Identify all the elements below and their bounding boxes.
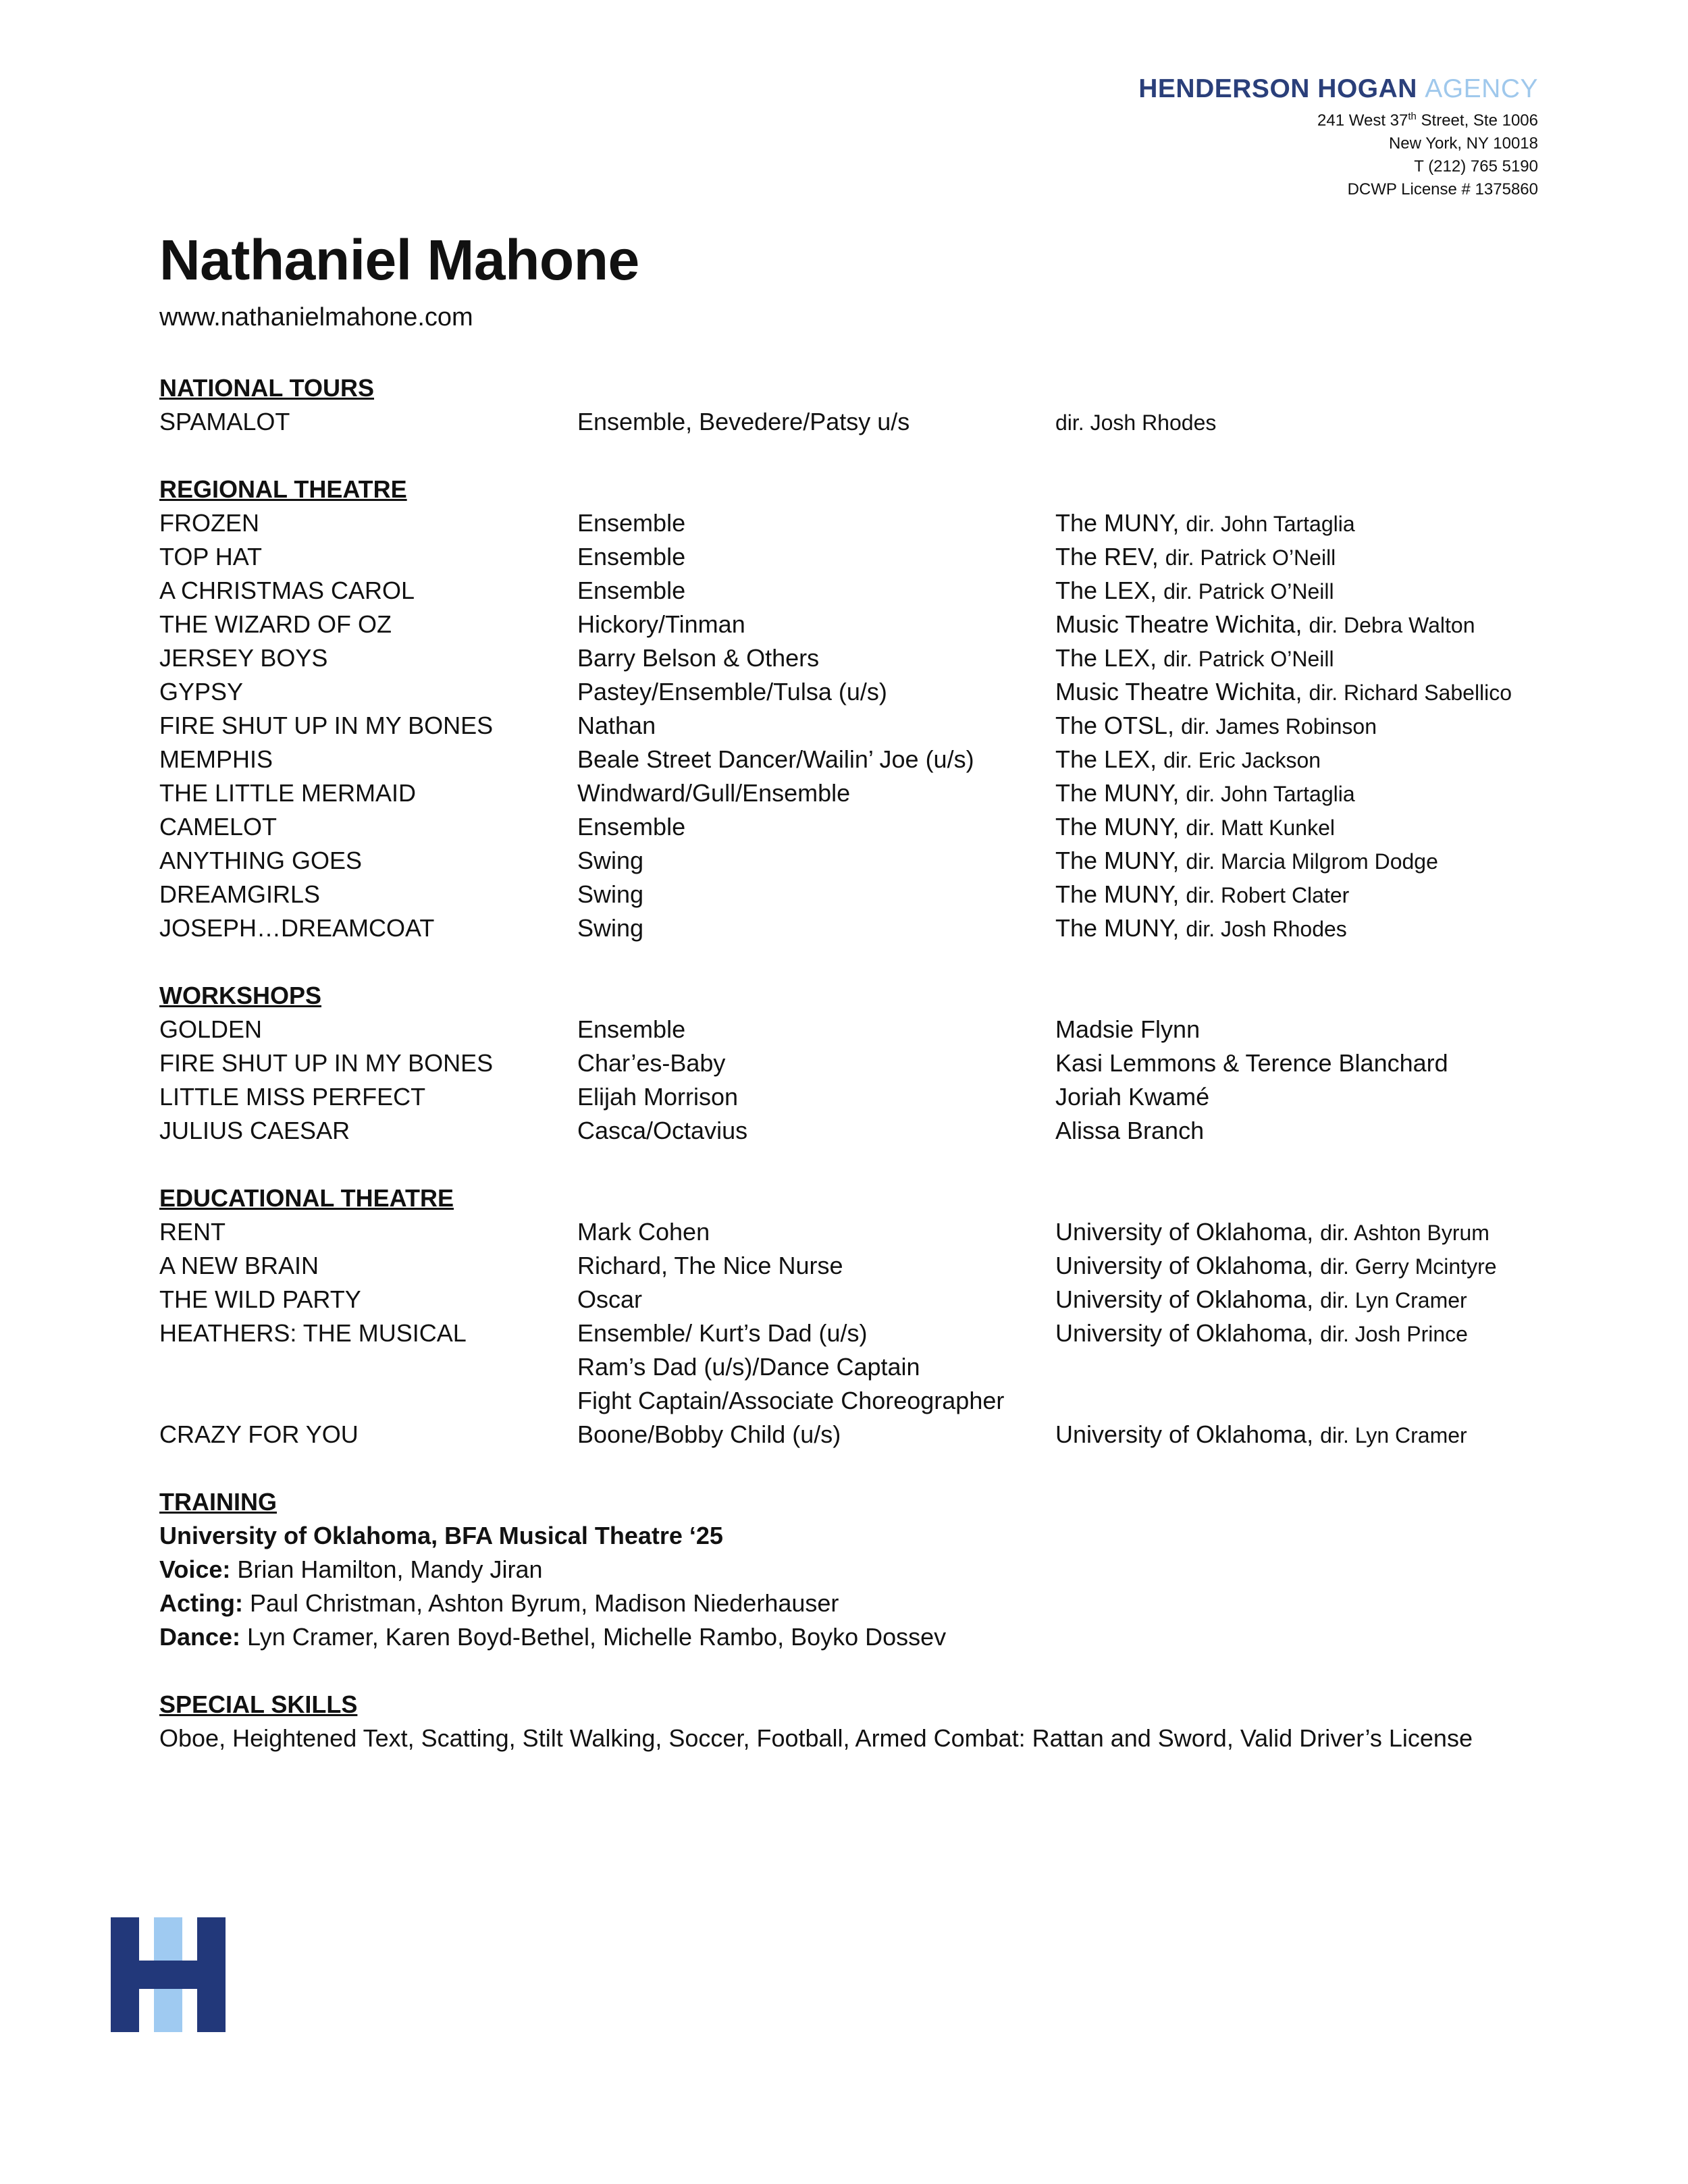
credit-row: [159, 1080, 1577, 1114]
credit-venue-director: [1055, 641, 1334, 676]
credit-venue-director: [1055, 1013, 1200, 1047]
credit-role: Nathan: [577, 712, 656, 739]
credit-venue-director: [1055, 540, 1336, 575]
credit-show: ANYTHING GOES: [159, 847, 363, 874]
credit-venue-director: [1055, 405, 1216, 440]
training-dance-label: Dance:: [159, 1623, 241, 1651]
credit-show: MEMPHIS: [159, 745, 273, 773]
training-dance-teachers: Lyn Cramer, Karen Boyd-Bethel, Michelle Rambo, Boyko Dossev: [240, 1623, 947, 1651]
credit-row: [159, 810, 1577, 844]
credit-show: JOSEPH…DREAMCOAT: [159, 914, 435, 942]
agency-address-sup: th: [1408, 111, 1417, 122]
credit-role: Oscar: [577, 1285, 643, 1313]
credit-venue: The LEX,: [1055, 577, 1157, 604]
credit-venue: The LEX,: [1055, 644, 1157, 672]
agency-address: [1138, 105, 1538, 132]
credit-show: TOP HAT: [159, 543, 263, 570]
credit-row: [159, 675, 1577, 709]
credit-director: dir. John Tartaglia: [1186, 782, 1355, 806]
credit-show: FIRE SHUT UP IN MY BONES: [159, 712, 494, 739]
credit-venue: Madsie Flynn: [1055, 1015, 1201, 1043]
credit-row: [159, 1215, 1577, 1249]
credit-role: Boone/Bobby Child (u/s): [577, 1420, 841, 1448]
credit-role: Ensemble/ Kurt’s Dad (u/s): [577, 1319, 868, 1347]
credit-director: dir. Josh Rhodes: [1055, 410, 1217, 435]
credit-row: [159, 776, 1577, 810]
credit-row: [159, 574, 1577, 608]
credit-venue: Kasi Lemmons & Terence Blanchard: [1055, 1049, 1448, 1077]
credit-venue: University of Oklahoma,: [1055, 1319, 1314, 1347]
credit-role: Ensemble: [577, 509, 686, 537]
credit-venue-director: [1055, 1215, 1489, 1250]
agency-logo-icon: [111, 1917, 226, 2032]
logo-right-bar: [197, 1917, 226, 2032]
credit-role: Ram’s Dad (u/s)/Dance Captain: [577, 1353, 920, 1381]
credit-role: Windward/Gull/Ensemble: [577, 779, 851, 807]
credit-director: dir. Marcia Milgrom Dodge: [1186, 849, 1438, 874]
section-title: WORKSHOPS: [159, 982, 322, 1009]
credit-role: Beale Street Dancer/Wailin’ Joe (u/s): [577, 745, 974, 773]
credit-role: Swing: [577, 847, 644, 874]
credit-show: RENT: [159, 1218, 226, 1246]
credit-row: [159, 506, 1577, 540]
section-title: NATIONAL TOURS: [159, 374, 375, 402]
section-title: TRAINING: [159, 1488, 277, 1516]
credit-row: [159, 911, 1577, 945]
workshops-section: [159, 979, 1577, 1148]
credit-venue-director: [1055, 1046, 1448, 1081]
credit-role: Richard, The Nice Nurse: [577, 1252, 843, 1279]
credit-director: dir. Patrick O’Neill: [1165, 545, 1336, 570]
credit-row: [159, 540, 1577, 574]
special-skills-text: Oboe, Heightened Text, Scatting, Stilt Walking, Soccer, Football, Armed Combat: Rattan and Sword, Valid Driver’s License: [159, 1724, 1473, 1752]
credit-show: JERSEY BOYS: [159, 644, 328, 672]
credit-show: FIRE SHUT UP IN MY BONES: [159, 1049, 494, 1077]
agency-phone: T (212) 765 5190: [1414, 157, 1538, 176]
agency-header: [1138, 73, 1538, 201]
credit-show: GYPSY: [159, 678, 244, 705]
training-dance: [159, 1620, 1577, 1654]
credit-role: Ensemble: [577, 577, 686, 604]
credit-venue-director: [1055, 1114, 1204, 1148]
credit-row: [159, 1114, 1577, 1148]
credit-role: Ensemble: [577, 813, 686, 841]
section-title: EDUCATIONAL THEATRE: [159, 1184, 454, 1212]
credit-director: dir. Debra Walton: [1309, 613, 1475, 637]
credit-show: CRAZY FOR YOU: [159, 1420, 359, 1448]
credit-venue-director: [1055, 743, 1321, 777]
credit-director: dir. James Robinson: [1181, 714, 1377, 739]
credit-director: dir. Matt Kunkel: [1186, 816, 1335, 840]
logo-crossbar: [139, 1961, 197, 1989]
credit-row: [159, 1418, 1577, 1451]
training-acting-teachers: Paul Christman, Ashton Byrum, Madison Niederhauser: [242, 1589, 839, 1617]
credit-venue: Alissa Branch: [1055, 1117, 1205, 1144]
credit-director: dir. Josh Prince: [1320, 1322, 1468, 1346]
credit-venue-director: [1055, 1418, 1467, 1452]
credit-role: Ensemble, Bevedere/Patsy u/s: [577, 408, 910, 435]
credit-row: [159, 1384, 1577, 1418]
credit-role: Ensemble: [577, 543, 686, 570]
logo-light-top: [154, 1917, 182, 1961]
credit-role: Swing: [577, 914, 644, 942]
credit-director: dir. Lyn Cramer: [1320, 1423, 1467, 1447]
credit-director: dir. Gerry Mcintyre: [1320, 1254, 1497, 1279]
credit-show: GOLDEN: [159, 1015, 263, 1043]
credit-row: [159, 844, 1577, 878]
credit-row: [159, 1249, 1577, 1283]
credit-director: dir. Robert Clater: [1186, 883, 1350, 907]
credit-role: Char’es-Baby: [577, 1049, 726, 1077]
credit-row: [159, 1350, 1577, 1384]
credit-row: [159, 1283, 1577, 1316]
agency-name: [1138, 73, 1538, 105]
section-title: REGIONAL THEATRE: [159, 475, 407, 503]
credit-show: THE LITTLE MERMAID: [159, 779, 417, 807]
credit-row: [159, 878, 1577, 911]
training-voice-teachers: Brian Hamilton, Mandy Jiran: [230, 1555, 543, 1583]
credit-venue-director: [1055, 911, 1347, 946]
credit-venue-director: [1055, 776, 1355, 811]
agency-name-secondary: AGENCY: [1425, 74, 1538, 103]
training-acting-label: Acting:: [159, 1589, 243, 1617]
credit-venue: Music Theatre Wichita,: [1055, 610, 1302, 638]
credit-venue: The OTSL,: [1055, 712, 1175, 739]
credit-venue-director: [1055, 506, 1355, 541]
credit-venue: The MUNY,: [1055, 914, 1180, 942]
credit-venue-director: [1055, 675, 1512, 710]
credit-show: JULIUS CAESAR: [159, 1117, 350, 1144]
credit-show: DREAMGIRLS: [159, 880, 321, 908]
credit-venue-director: [1055, 709, 1377, 743]
credit-show: CAMELOT: [159, 813, 278, 841]
credit-venue: Joriah Kwamé: [1055, 1083, 1210, 1111]
credit-show: A CHRISTMAS CAROL: [159, 577, 415, 604]
credit-role: Barry Belson & Others: [577, 644, 820, 672]
credit-show: HEATHERS: THE MUSICAL: [159, 1319, 467, 1347]
credit-director: dir. Josh Rhodes: [1186, 917, 1347, 941]
credit-venue: University of Oklahoma,: [1055, 1420, 1314, 1448]
credit-venue: The REV,: [1055, 543, 1159, 570]
credit-venue-director: [1055, 844, 1438, 878]
credit-venue: The MUNY,: [1055, 779, 1180, 807]
credit-show: SPAMALOT: [159, 408, 290, 435]
regional-theatre-section: [159, 473, 1577, 945]
credit-row: [159, 1046, 1577, 1080]
credit-role: Mark Cohen: [577, 1218, 710, 1246]
credit-venue-director: [1055, 1283, 1467, 1317]
actor-website: www.nathanielmahone.com: [159, 303, 473, 331]
agency-license: DCWP License # 1375860: [1347, 180, 1538, 198]
credit-role: Hickory/Tinman: [577, 610, 745, 638]
actor-name: Nathaniel Mahone: [159, 228, 639, 292]
agency-address-street: Street, Ste 1006: [1416, 111, 1538, 130]
credit-director: dir. John Tartaglia: [1186, 512, 1355, 536]
credit-row: [159, 608, 1577, 641]
credit-venue-director: [1055, 878, 1349, 912]
credit-director: dir. Eric Jackson: [1163, 748, 1321, 772]
logo-light-bottom: [154, 1989, 182, 2032]
agency-city: New York, NY 10018: [1388, 134, 1538, 153]
credit-row: [159, 1013, 1577, 1046]
credit-row: [159, 641, 1577, 675]
credit-venue: The LEX,: [1055, 745, 1157, 773]
credit-venue: University of Oklahoma,: [1055, 1285, 1314, 1313]
credit-role: Swing: [577, 880, 644, 908]
credit-venue: The MUNY,: [1055, 813, 1180, 841]
credit-venue-director: [1055, 1316, 1468, 1351]
credit-row: [159, 743, 1577, 776]
educational-theatre-section: [159, 1181, 1577, 1451]
credit-director: dir. Lyn Cramer: [1320, 1288, 1467, 1312]
training-school: University of Oklahoma, BFA Musical Theatre ‘25: [159, 1522, 723, 1549]
credit-venue: The MUNY,: [1055, 509, 1180, 537]
credit-venue: University of Oklahoma,: [1055, 1218, 1314, 1246]
special-skills-section: [159, 1688, 1577, 1755]
agency-name-primary: HENDERSON HOGAN: [1138, 74, 1417, 103]
training-acting: [159, 1587, 1577, 1620]
credit-venue: The MUNY,: [1055, 847, 1180, 874]
credit-role: Casca/Octavius: [577, 1117, 748, 1144]
credit-role: Pastey/Ensemble/Tulsa (u/s): [577, 678, 887, 705]
agency-address-number: 241 West 37: [1317, 111, 1408, 130]
credit-show: FROZEN: [159, 509, 259, 537]
credit-venue-director: [1055, 574, 1334, 608]
credit-role: Ensemble: [577, 1015, 686, 1043]
logo-left-bar: [111, 1917, 139, 2032]
credit-row: [159, 1316, 1577, 1350]
national-tours-section: [159, 371, 1577, 439]
credit-show: LITTLE MISS PERFECT: [159, 1083, 426, 1111]
credit-role: Elijah Morrison: [577, 1083, 739, 1111]
training-voice-label: Voice:: [159, 1555, 231, 1583]
credit-venue-director: [1055, 1080, 1209, 1115]
credit-director: dir. Richard Sabellico: [1309, 681, 1512, 705]
credit-role: Fight Captain/Associate Choreographer: [577, 1387, 1005, 1414]
credit-venue-director: [1055, 1249, 1497, 1283]
credit-venue-director: [1055, 810, 1335, 845]
section-title: SPECIAL SKILLS: [159, 1690, 358, 1718]
credit-venue: Music Theatre Wichita,: [1055, 678, 1302, 705]
credit-venue: The MUNY,: [1055, 880, 1180, 908]
credit-row: [159, 709, 1577, 743]
credit-row: [159, 405, 1577, 439]
credit-venue-director: [1055, 608, 1475, 642]
credit-director: dir. Patrick O’Neill: [1163, 579, 1334, 604]
credit-venue: University of Oklahoma,: [1055, 1252, 1314, 1279]
training-section: [159, 1485, 1577, 1654]
credit-show: A NEW BRAIN: [159, 1252, 319, 1279]
credit-director: dir. Ashton Byrum: [1320, 1221, 1489, 1245]
credit-director: dir. Patrick O’Neill: [1163, 647, 1334, 671]
credit-show: THE WIZARD OF OZ: [159, 610, 392, 638]
credit-show: THE WILD PARTY: [159, 1285, 361, 1313]
training-voice: [159, 1553, 1577, 1587]
